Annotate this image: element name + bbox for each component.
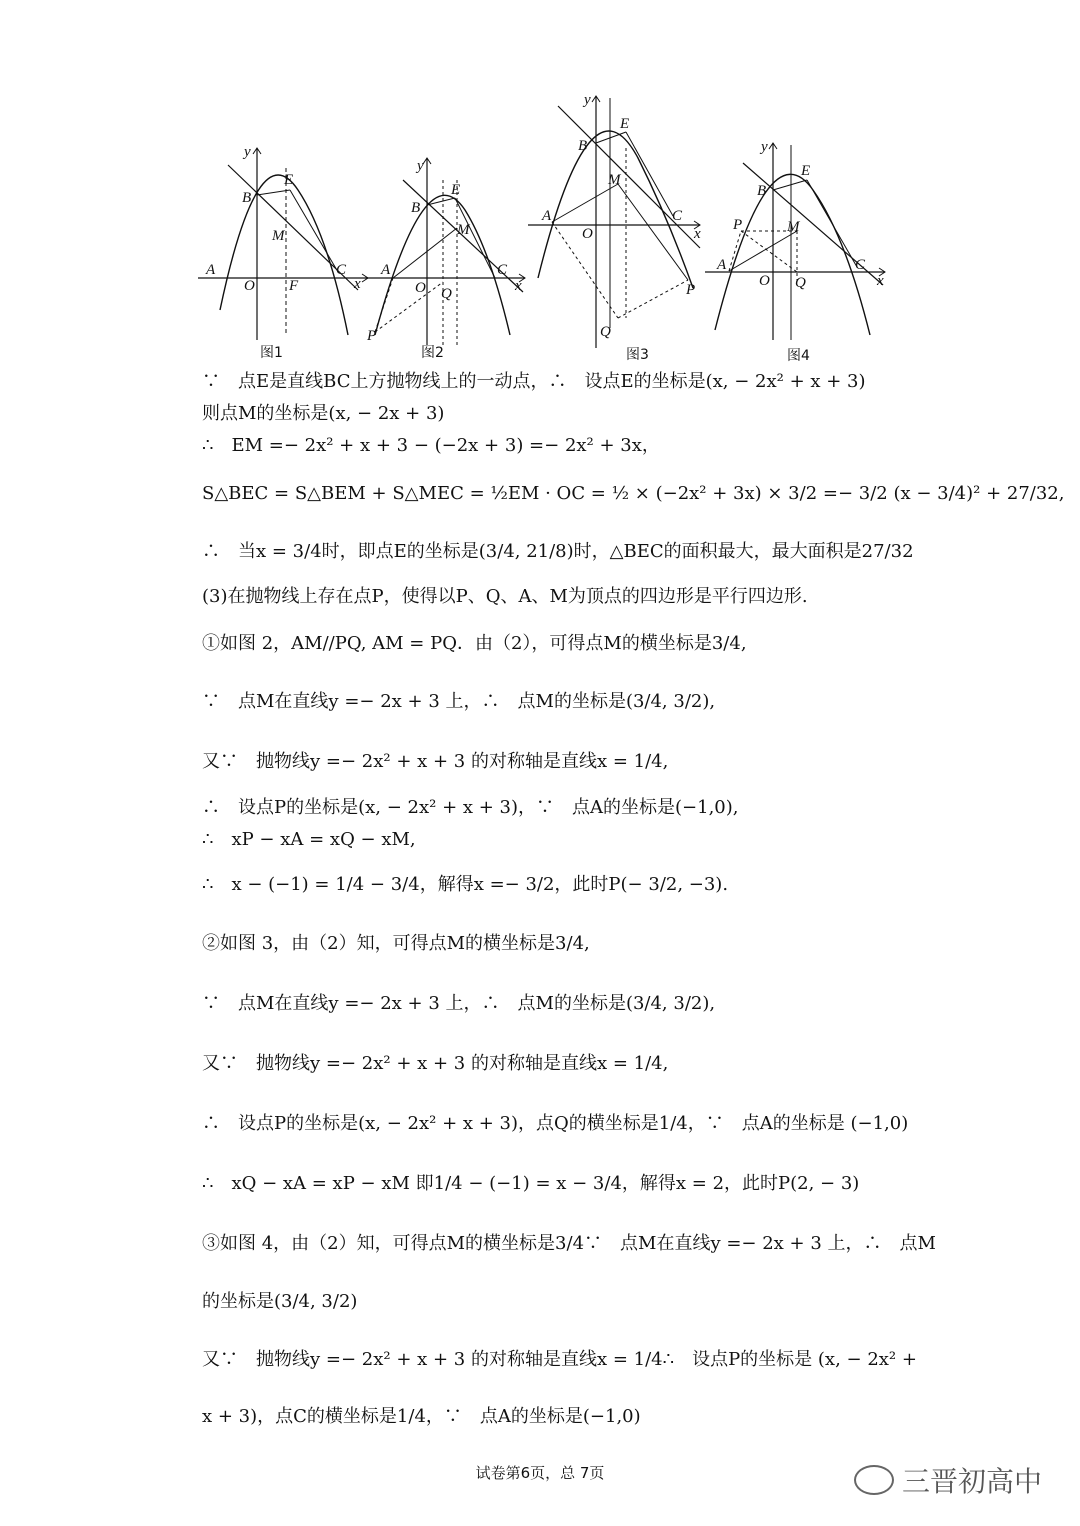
text-line-21: x + 3)，点C的横坐标是1/4，∵ 点A的坐标是(−1,0)	[202, 1406, 641, 1427]
text-line-7: ①如图 2，AM//PQ, AM = PQ．由（2），可得点M的横坐标是3/4,	[202, 633, 747, 654]
svg-text:O: O	[244, 278, 255, 294]
svg-text:E: E	[451, 182, 461, 198]
text-line-13: ②如图 3，由（2）知，可得点M的横坐标是3/4,	[202, 933, 590, 954]
text-line-4: S△BEC = S△BEM + S△MEC = ½EM · OC = ½ × (−2x² + 3x) × 3/2 =− 3/2 (x − 3/4)² + 27/32,	[202, 483, 1065, 504]
svg-text:E: E	[801, 163, 811, 179]
figure-2-graph	[365, 150, 530, 345]
svg-text:Q: Q	[600, 324, 611, 340]
svg-text:y: y	[761, 139, 768, 155]
svg-text:B: B	[242, 190, 252, 206]
svg-text:M: M	[272, 228, 285, 244]
figure-1	[198, 140, 373, 361]
svg-text:A: A	[717, 257, 727, 273]
svg-text:A: A	[206, 262, 216, 278]
text-line-8: ∵ 点M在直线y =− 2x + 3 上，∴ 点M的坐标是(3/4, 3/2),	[202, 691, 716, 712]
svg-text:x: x	[694, 226, 701, 242]
text-line-5: ∴ 当x = 3/4时，即点E的坐标是(3/4, 21/8)时，△BEC的面积最大，最大面积是27/32	[202, 541, 914, 562]
figure-3-caption: 图3	[626, 347, 649, 363]
svg-text:x: x	[354, 276, 361, 292]
text-line-17: ∴ xQ − xA = xP − xM 即1/4 − (−1) = x − 3/4，解得x = 2，此时P(2, − 3)	[202, 1173, 860, 1194]
watermark	[854, 1460, 1042, 1500]
svg-text:A: A	[542, 208, 552, 224]
svg-text:M: M	[457, 222, 470, 238]
svg-text:P: P	[367, 328, 377, 344]
svg-text:M: M	[787, 219, 800, 235]
svg-text:M: M	[608, 172, 621, 188]
text-line-16: ∴ 设点P的坐标是(x, − 2x² + x + 3)，点Q的横坐标是1/4，∵ 点A的坐标是 (−1,0)	[202, 1113, 909, 1134]
figure-1-graph	[198, 140, 373, 340]
svg-text:E: E	[620, 116, 630, 132]
svg-text:A: A	[381, 262, 391, 278]
svg-text:x: x	[515, 278, 522, 294]
figure-4	[705, 135, 890, 364]
svg-text:y: y	[584, 92, 591, 108]
text-line-10: ∴ 设点P的坐标是(x, − 2x² + x + 3)，∵ 点A的坐标是(−1,0),	[202, 797, 739, 818]
svg-text:B: B	[757, 183, 767, 199]
text-line-14: ∵ 点M在直线y =− 2x + 3 上，∴ 点M的坐标是(3/4, 3/2),	[202, 993, 716, 1014]
figure-2-caption: 图2	[421, 345, 444, 361]
text-line-3: ∴ EM =− 2x² + x + 3 − (−2x + 3) =− 2x² + 3x，	[202, 435, 660, 456]
svg-text:F: F	[289, 278, 299, 294]
text-line-12: ∴ x − (−1) = 1/4 − 3/4，解得x =− 3/2，此时P(− 3/2, −3).	[202, 874, 729, 895]
figure-4-caption: 图4	[787, 348, 810, 364]
wechat-icon	[854, 1465, 894, 1495]
page-footer: 试卷第6页，总 7页	[475, 1464, 605, 1482]
svg-text:P: P	[733, 217, 743, 233]
svg-text:P: P	[686, 282, 696, 298]
text-line-20: 又∵ 抛物线y =− 2x² + x + 3 的对称轴是直线x = 1/4∴ 设点P的坐标是 (x, − 2x² +	[202, 1349, 917, 1370]
figure-2	[365, 150, 530, 361]
figure-3	[528, 88, 708, 363]
svg-text:y: y	[244, 144, 251, 160]
figure-1-caption: 图1	[260, 345, 283, 361]
text-line-19: 的坐标是(3/4, 3/2)	[202, 1291, 358, 1312]
svg-text:Q: Q	[795, 275, 806, 291]
svg-text:C: C	[672, 208, 683, 224]
svg-text:O: O	[759, 273, 770, 289]
svg-text:B: B	[411, 200, 421, 216]
figure-3-graph	[528, 88, 708, 348]
text-line-2: 则点M的坐标是(x, − 2x + 3)	[202, 403, 445, 424]
watermark-text: 三晋初高中	[901, 1465, 1042, 1498]
svg-text:B: B	[578, 138, 588, 154]
svg-text:C: C	[855, 257, 866, 273]
text-line-6: (3)在抛物线上存在点P，使得以P、Q、A、M为顶点的四边形是平行四边形.	[202, 586, 808, 607]
svg-text:x: x	[877, 273, 884, 289]
svg-text:O: O	[582, 226, 593, 242]
text-line-11: ∴ xP − xA = xQ − xM,	[202, 829, 416, 850]
svg-text:C: C	[497, 262, 508, 278]
text-line-1: ∵ 点E是直线BC上方抛物线上的一动点，∴ 设点E的坐标是(x, − 2x² + x + 3)	[202, 371, 866, 392]
svg-text:C: C	[336, 262, 347, 278]
svg-text:Q: Q	[441, 286, 452, 302]
svg-text:y: y	[417, 158, 424, 174]
svg-text:E: E	[284, 172, 294, 188]
text-line-18: ③如图 4，由（2）知，可得点M的横坐标是3/4∵ 点M在直线y =− 2x + 3 上，∴ 点M	[202, 1233, 936, 1254]
svg-text:O: O	[415, 280, 426, 296]
figure-4-graph	[705, 135, 890, 340]
text-line-9: 又∵ 抛物线y =− 2x² + x + 3 的对称轴是直线x = 1/4,	[202, 751, 669, 772]
text-line-15: 又∵ 抛物线y =− 2x² + x + 3 的对称轴是直线x = 1/4,	[202, 1053, 669, 1074]
